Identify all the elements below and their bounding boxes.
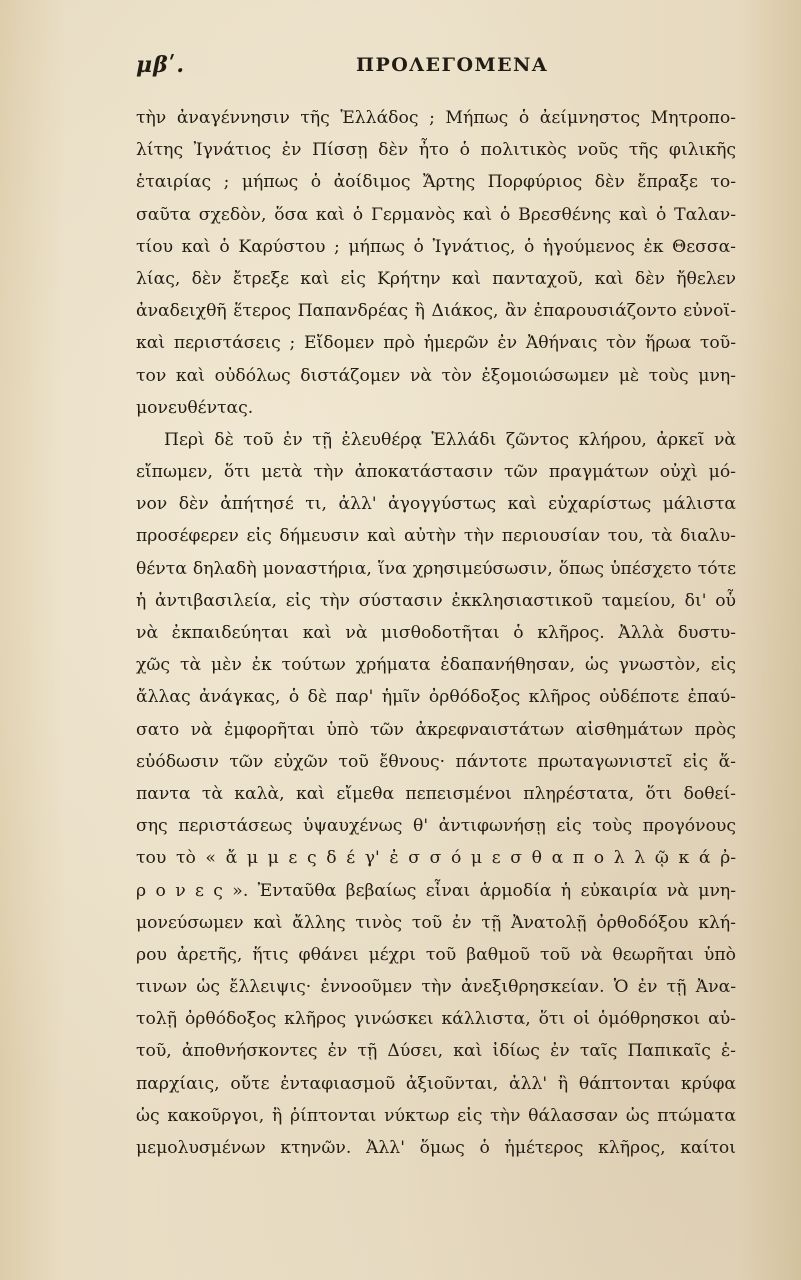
text-line: τίου καὶ ὁ Καρύστου ; μήπως ὁ Ἰγνάτιος, ὁ ἡγούμενος ἐκ Θεσσα- xyxy=(136,236,736,257)
text-line: λίτης Ἰγνάτιος ἐν Πίσσῃ δὲν ἦτο ὁ πολιτικὸς νοῦς τῆς φιλικῆς xyxy=(136,140,736,161)
text-line: νὰ ἐκπαιδεύηται καὶ νὰ μισθοδοτῆται ὁ κλῆρος. Ἀλλὰ δυστυ- xyxy=(136,623,736,643)
text-line: ἡ ἀντιβασιλεία, εἰς τὴν σύστασιν ἐκκλησιαστικοῦ ταμείου, δι' οὗ xyxy=(136,590,736,611)
paragraph-start-line: Περὶ δὲ τοῦ ἐν τῇ ἐλευθέρᾳ Ἑλλάδι ζῶντος κλήρου, ἀρκεῖ νὰ xyxy=(164,429,736,450)
text-line: σης περιστάσεως ὑψαυχένως θ' ἀντιφωνήσῃ εἰς τοὺς προγόνους xyxy=(136,816,736,837)
text-line: μεμολυσμένων κτηνῶν. Ἀλλ' ὅμως ὁ ἡμέτερος κλῆρος, καίτοι xyxy=(136,1138,736,1158)
text-line: μονευθέντας. xyxy=(136,397,254,418)
body-text xyxy=(136,102,736,1164)
text-line: τολῇ ὀρθόδοξος κλῆρος γινώσκει κάλλιστα, ὅτι οἱ ὁμόθρησκοι αὐ- xyxy=(136,1009,736,1030)
running-title: ΠΡΟΛΕΓΟΜΕΝΑ xyxy=(356,54,549,76)
text-line: ὡς κακοῦργοι, ἢ ῥίπτονται νύκτωρ εἰς τὴν θάλασσαν ὡς πτώματα xyxy=(136,1105,736,1126)
text-line: σατο νὰ ἐμφορῆται ὑπὸ τῶν ἀκρεφναιστάτων αἰσθημάτων πρὸς xyxy=(136,719,736,740)
text-line: τὴν ἀναγέννησιν τῆς Ἑλλάδος ; Μήπως ὁ ἀείμνηστος Μητροπο- xyxy=(136,108,736,128)
text-line: εὐόδωσιν τῶν εὐχῶν τοῦ ἔθνους· πάντοτε πρωταγωνιστεῖ εἰς ἅ- xyxy=(136,751,736,772)
text-line: σαῦτα σχεδὸν, ὅσα καὶ ὁ Γερμανὸς καὶ ὁ Βρεσθένης καὶ ὁ Ταλαν- xyxy=(136,204,736,225)
text-line: ἄλλας ἀνάγκας, ὁ δὲ παρ' ἡμῖν ὀρθόδοξος κλῆρος οὐδέποτε ἐπαύ- xyxy=(136,687,736,708)
text-line: παντα τὰ καλὰ, καὶ εἴμεθα πεπεισμένοι πληρέστατα, ὅτι δοθεί- xyxy=(136,783,736,804)
text-line: ἑταιρίας ; μήπως ὁ ἀοίδιμος Ἄρτης Πορφύριος δὲν ἔπραξε το- xyxy=(136,172,736,193)
text-line: τοῦ, ἀποθνήσκοντες ἐν τῇ Δύσει, καὶ ἰδίως ἐν ταῖς Παπικαῖς ἐ- xyxy=(136,1041,736,1062)
text-line: καὶ περιστάσεις ; Εἴδομεν πρὸ ἡμερῶν ἐν Ἀθήναις τὸν ἥρωα τοῦ- xyxy=(136,333,736,354)
text-line: θέντα δηλαδὴ μοναστήρια, ἵνα χρησιμεύσωσιν, ὅπως ὑπέσχετο τότε xyxy=(136,558,736,579)
text-line: ἀναδειχθῆ ἕτερος Παπανδρέας ἢ Διάκος, ἂν ἐπαρουσιάζοντο εὐνοϊ- xyxy=(136,301,736,322)
page-header xyxy=(136,52,736,86)
text-line: τον καὶ οὐδόλως διστάζομεν νὰ τὸν ἐξομοιώσωμεν μὲ τοὺς μνη- xyxy=(136,365,736,386)
text-line: τινων ὡς ἔλλειψις· ἐννοοῦμεν τὴν ἀνεξιθρησκείαν. Ὁ ἐν τῇ Ἀνα- xyxy=(136,977,736,998)
text-line: χῶς τὰ μὲν ἐκ τούτων χρήματα ἐδαπανήθησαν, ὡς γνωστὸν, εἰς xyxy=(136,655,736,676)
text-line: λίας, δὲν ἔτρεξε καὶ εἰς Κρήτην καὶ πανταχοῦ, καὶ δὲν ἤθελεν xyxy=(136,268,736,289)
text-line: παρχίαις, οὔτε ἐνταφιασμοῦ ἀξιοῦνται, ἀλλ' ἢ θάπτονται κρύφα xyxy=(136,1073,736,1094)
text-line: ρου ἀρετῆς, ἥτις φθάνει μέχρι τοῦ βαθμοῦ τοῦ νὰ θεωρῆται ὑπὸ xyxy=(136,944,736,965)
text-line: του τὸ « ἄ μ μ ε ς δ έ γ' ἐ σ σ ό μ ε σ θ α π ο λ λ ῷ κ ά ῤ- xyxy=(136,848,736,869)
page-number: μβʹ. xyxy=(136,52,186,78)
text-line: ρ ο ν ε ς ». Ἐνταῦθα βεβαίως εἶναι ἁρμοδία ἡ εὐκαιρία νὰ μνη- xyxy=(136,880,736,901)
text-line: προσέφερεν εἰς δήμευσιν καὶ αὐτὴν τὴν περιουσίαν του, τὰ διαλυ- xyxy=(136,526,736,547)
text-line: εἴπωμεν, ὅτι μετὰ τὴν ἀποκατάστασιν τῶν πραγμάτων οὐχὶ μό- xyxy=(136,462,736,483)
text-line: νον δὲν ἀπήτησέ τι, ἀλλ' ἀγογγύστως καὶ εὐχαρίστως μάλιστα xyxy=(136,494,736,515)
text-line: μονεύσωμεν καὶ ἄλλης τινὸς τοῦ ἐν τῇ Ἀνατολῇ ὀρθοδόξου κλή- xyxy=(136,912,736,933)
